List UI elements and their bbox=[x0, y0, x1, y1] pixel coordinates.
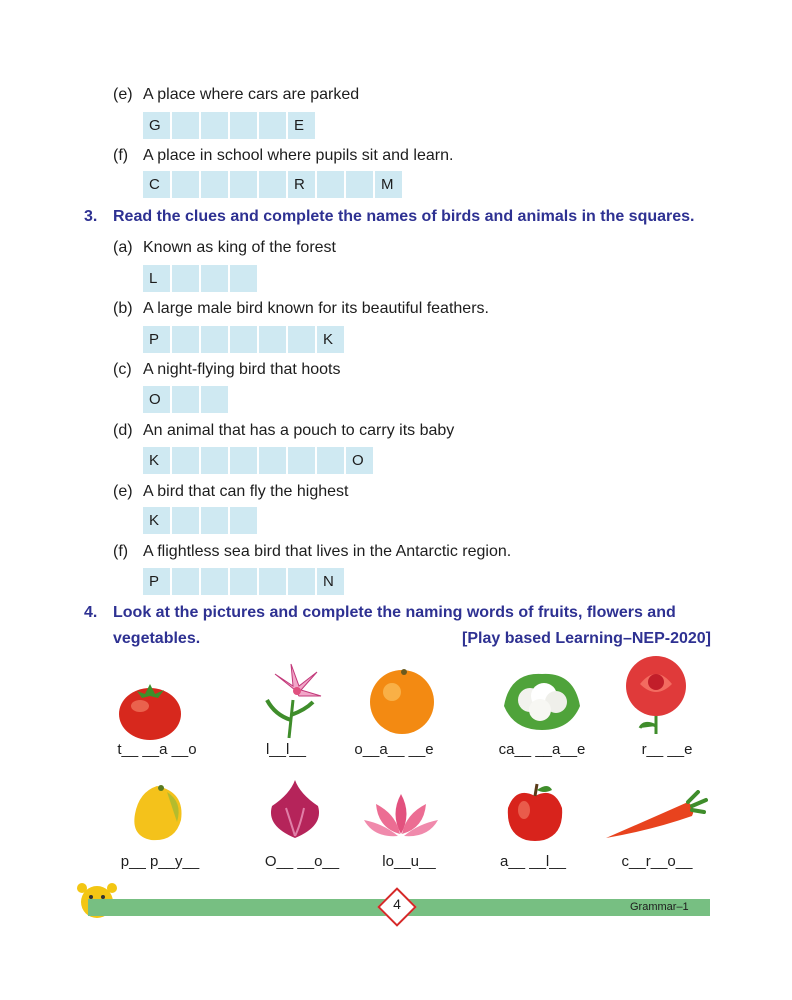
grid-cell[interactable] bbox=[259, 171, 286, 198]
rose-icon bbox=[620, 654, 692, 736]
grid-cell[interactable] bbox=[172, 386, 199, 413]
grid-cell[interactable] bbox=[317, 447, 344, 474]
grid-cell[interactable]: E bbox=[288, 112, 315, 139]
grid-cell[interactable] bbox=[346, 171, 373, 198]
answer-grid-3f bbox=[143, 568, 346, 595]
fill-in-onion[interactable]: O__ __o__ bbox=[264, 853, 340, 870]
answer-grid-3a bbox=[143, 265, 259, 292]
page-number: 4 bbox=[393, 896, 401, 912]
grid-cell[interactable] bbox=[230, 507, 257, 534]
grid-cell[interactable]: O bbox=[346, 447, 373, 474]
grid-cell[interactable]: K bbox=[143, 507, 170, 534]
carrot-icon bbox=[602, 790, 708, 842]
fill-in-apple[interactable]: a__ __l__ bbox=[500, 853, 566, 870]
question-4-heading-line2: vegetables. bbox=[113, 630, 201, 647]
grid-cell[interactable]: O bbox=[143, 386, 170, 413]
fill-in-tomato[interactable]: t__ __a __o bbox=[117, 741, 197, 758]
grid-cell[interactable] bbox=[288, 568, 315, 595]
grid-cell[interactable]: G bbox=[143, 112, 170, 139]
grid-cell[interactable] bbox=[230, 447, 257, 474]
clue-3d: (d) An animal that has a pouch to carry its baby bbox=[113, 422, 455, 439]
grid-cell[interactable] bbox=[172, 447, 199, 474]
grid-cell[interactable] bbox=[201, 447, 228, 474]
grid-cell[interactable]: N bbox=[317, 568, 344, 595]
grid-cell[interactable] bbox=[230, 326, 257, 353]
grid-cell[interactable] bbox=[172, 112, 199, 139]
lily-icon bbox=[255, 660, 327, 740]
grid-cell[interactable]: C bbox=[143, 171, 170, 198]
grid-cell[interactable] bbox=[259, 112, 286, 139]
answer-grid-3b bbox=[143, 326, 346, 353]
clue-3a: (a) Known as king of the forest bbox=[113, 239, 336, 256]
grid-cell[interactable]: L bbox=[143, 265, 170, 292]
clue-3b: (b) A large male bird known for its beautiful feathers. bbox=[113, 300, 489, 317]
grid-cell[interactable] bbox=[230, 265, 257, 292]
grid-cell[interactable] bbox=[201, 386, 228, 413]
answer-grid-3c bbox=[143, 386, 230, 413]
book-title: Grammar–1 bbox=[630, 901, 689, 913]
clue-2e: (e) A place where cars are parked bbox=[113, 86, 360, 103]
clue-3c: (c) A night-flying bird that hoots bbox=[113, 361, 341, 378]
fill-in-lily[interactable]: l__l__ bbox=[265, 741, 307, 758]
grid-cell[interactable] bbox=[288, 447, 315, 474]
answer-grid-2f bbox=[143, 171, 404, 198]
grid-cell[interactable] bbox=[317, 171, 344, 198]
cauliflower-icon bbox=[500, 666, 584, 734]
grid-cell[interactable] bbox=[230, 568, 257, 595]
grid-cell[interactable] bbox=[259, 447, 286, 474]
grid-cell[interactable] bbox=[172, 507, 199, 534]
orange-icon bbox=[366, 664, 438, 736]
fill-in-papaya[interactable]: p__ p__y__ bbox=[120, 853, 200, 870]
apple-icon bbox=[504, 782, 566, 844]
lotus-icon bbox=[362, 790, 440, 840]
answer-grid-3d bbox=[143, 447, 375, 474]
answer-grid-3e bbox=[143, 507, 259, 534]
grid-cell[interactable] bbox=[288, 326, 315, 353]
fill-in-rose[interactable]: r__ __e bbox=[641, 741, 693, 758]
fill-in-cauliflower[interactable]: ca__ __a__e bbox=[498, 741, 586, 758]
grid-cell[interactable]: K bbox=[317, 326, 344, 353]
grid-cell[interactable] bbox=[259, 568, 286, 595]
question-4-heading: 4. Look at the pictures and complete the naming words of fruits, flowers and bbox=[84, 604, 676, 621]
grid-cell[interactable] bbox=[259, 326, 286, 353]
onion-icon bbox=[262, 776, 328, 842]
grid-cell[interactable] bbox=[201, 568, 228, 595]
grid-cell[interactable]: P bbox=[143, 326, 170, 353]
grid-cell[interactable] bbox=[201, 326, 228, 353]
question-3-heading: 3. Read the clues and complete the names of birds and animals in the squares. bbox=[84, 208, 695, 225]
answer-grid-2e bbox=[143, 112, 317, 139]
grid-cell[interactable] bbox=[230, 171, 257, 198]
clue-2f: (f) A place in school where pupils sit and learn. bbox=[113, 147, 454, 164]
grid-cell[interactable] bbox=[172, 265, 199, 292]
grid-cell[interactable] bbox=[201, 265, 228, 292]
grid-cell[interactable] bbox=[172, 326, 199, 353]
grid-cell[interactable] bbox=[230, 112, 257, 139]
grid-cell[interactable]: P bbox=[143, 568, 170, 595]
grid-cell[interactable] bbox=[201, 112, 228, 139]
grid-cell[interactable]: M bbox=[375, 171, 402, 198]
fill-in-orange[interactable]: o__a__ __e bbox=[354, 741, 434, 758]
clue-3f: (f) A flightless sea bird that lives in the Antarctic region. bbox=[113, 543, 512, 560]
papaya-icon bbox=[127, 782, 187, 844]
grid-cell[interactable] bbox=[201, 171, 228, 198]
grid-cell[interactable]: K bbox=[143, 447, 170, 474]
grid-cell[interactable] bbox=[201, 507, 228, 534]
grid-cell[interactable] bbox=[172, 171, 199, 198]
question-4-tag: [Play based Learning–NEP-2020] bbox=[462, 630, 711, 647]
clue-3e: (e) A bird that can fly the highest bbox=[113, 483, 349, 500]
grid-cell[interactable] bbox=[172, 568, 199, 595]
grid-cell[interactable]: R bbox=[288, 171, 315, 198]
tomato-icon bbox=[115, 676, 185, 742]
fill-in-lotus[interactable]: lo__u__ bbox=[382, 853, 436, 870]
fill-in-carrot[interactable]: c__r__o__ bbox=[621, 853, 693, 870]
